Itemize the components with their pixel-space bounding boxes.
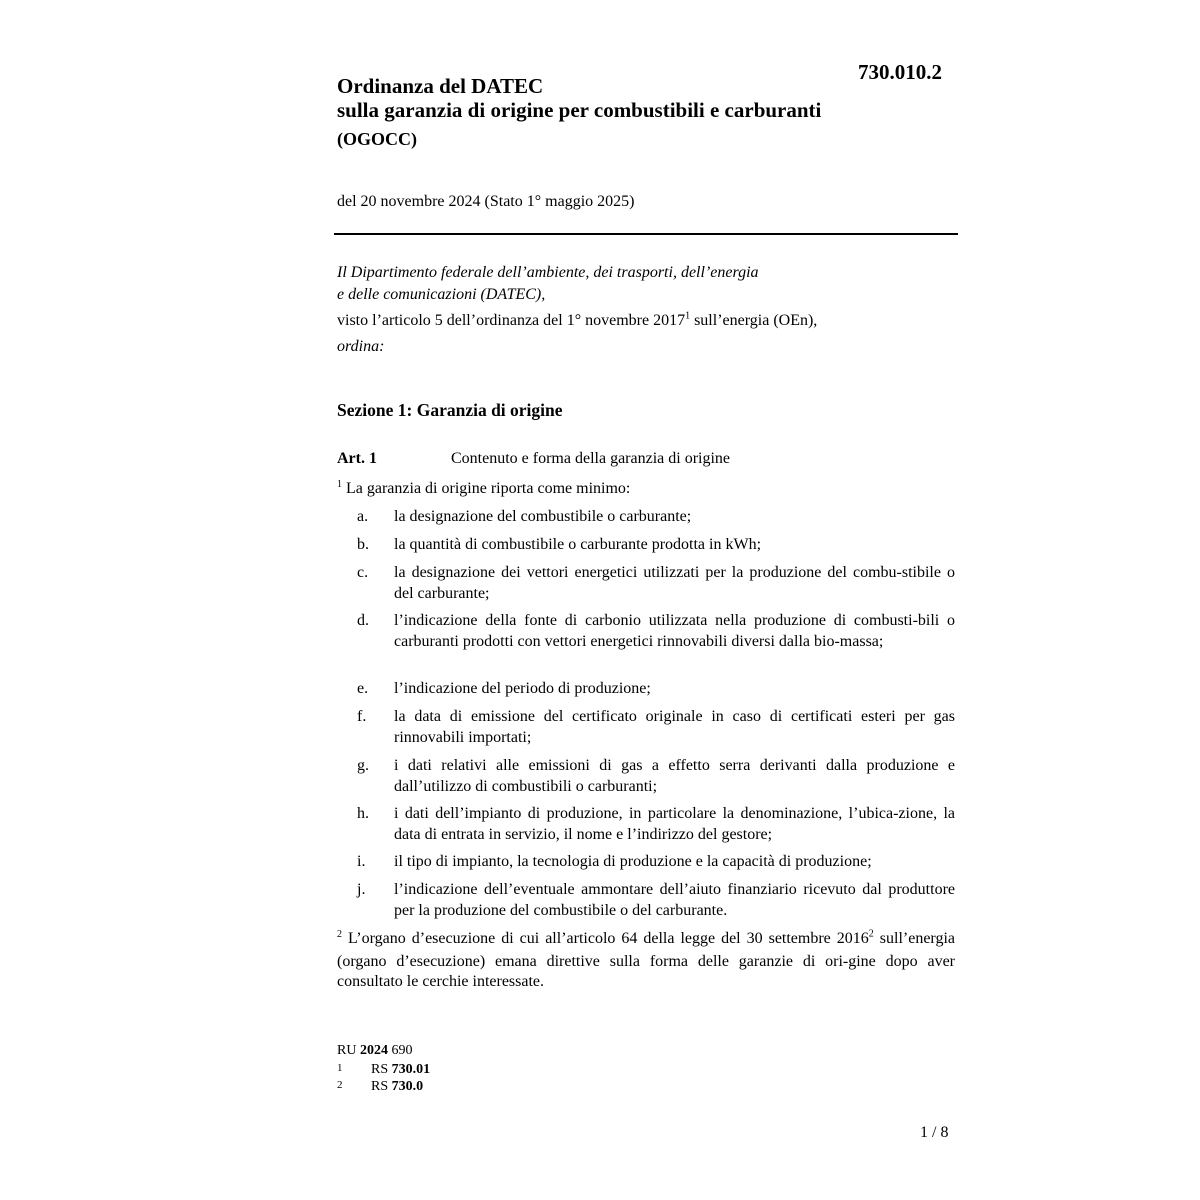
- paragraph-text: La garanzia di origine riporta come minimo:: [342, 480, 631, 497]
- footnote-link[interactable]: 730.01: [391, 1062, 431, 1077]
- page-number: 1 / 8: [920, 1124, 949, 1141]
- footnote-number: 2: [337, 1079, 343, 1091]
- article-number: Art. 1: [337, 450, 377, 467]
- paragraph-number: 2: [337, 929, 342, 940]
- list-letter: i.: [357, 853, 366, 870]
- paragraph-text: L’organo d’esecuzione di cui all’articolo 64 della legge del 30 settembre 2016: [342, 930, 869, 947]
- ru-reference: [337, 1043, 412, 1059]
- header-divider: [334, 233, 958, 235]
- paragraph-text-end: sull’energia (organo d’esecuzione) emana direttive sulla forma delle garanzie di ori-gine dopo aver consultato le cerchie interessate.: [337, 930, 956, 990]
- footnote-link[interactable]: 730.0: [391, 1079, 424, 1094]
- footnote-ref-1[interactable]: 1: [685, 310, 691, 322]
- list-text: la designazione dei vettori energetici utilizzati per la produzione del combu-stibile o del carburante;: [394, 564, 955, 602]
- list-text: i dati relativi alle emissioni di gas a effetto serra derivanti dalla produzione e dall’utilizzo di combustibili o carburanti;: [394, 757, 955, 795]
- list-letter: j.: [357, 881, 366, 898]
- list-text: la designazione del combustibile o carburante;: [394, 508, 692, 525]
- ru-year: 2024: [359, 1043, 388, 1058]
- preamble-authority-line-1: Il Dipartimento federale dell’ambiente, dei trasporti, dell’energia: [337, 264, 759, 281]
- list-text: il tipo di impianto, la tecnologia di produzione e la capacità di produzione;: [394, 853, 872, 870]
- paragraph-number: 1: [337, 479, 342, 490]
- date-line: del 20 novembre 2024 (Stato 1° maggio 2025): [337, 193, 635, 210]
- list-text: l’indicazione del periodo di produzione;: [394, 680, 651, 697]
- list-letter: f.: [357, 708, 367, 725]
- list-letter: a.: [357, 508, 369, 525]
- footnote-2: [337, 1079, 423, 1095]
- ru-page: 690: [387, 1043, 413, 1058]
- title-line-1: Ordinanza del DATEC: [337, 74, 544, 98]
- list-letter: h.: [357, 805, 369, 822]
- preamble-visto-text-end: sull’energia (OEn),: [690, 312, 818, 329]
- article-title: Contenuto e forma della garanzia di origine: [451, 450, 731, 467]
- title-line-2: sulla garanzia di origine per combustibili e carburanti: [337, 98, 822, 122]
- list-letter: b.: [357, 536, 369, 553]
- preamble-visto: [337, 312, 817, 330]
- list-text: la quantità di combustibile o carburante prodotta in kWh;: [394, 536, 762, 553]
- list-text: l’indicazione dell’eventuale ammontare dell’aiuto finanziario ricevuto dal produttore per la produzione del combustibile o del carburante.: [394, 881, 955, 919]
- preamble-ordina: ordina:: [337, 338, 385, 355]
- list-text: i dati dell’impianto di produzione, in particolare la denominazione, l’ubica-zione, la data di entrata in servizio, il nome e l’indirizzo del gestore;: [394, 805, 955, 843]
- list-letter: g.: [357, 757, 369, 774]
- footnote-1: [337, 1062, 430, 1078]
- title-abbreviation: (OGOCC): [337, 129, 417, 149]
- footnote-prefix: RS: [371, 1062, 392, 1077]
- list-letter: c.: [357, 564, 369, 581]
- sr-number: 730.010.2: [858, 60, 942, 84]
- list-letter: e.: [357, 680, 369, 697]
- paragraph-2: [337, 929, 955, 993]
- paragraph-1: [337, 479, 955, 502]
- list-letter: d.: [357, 612, 369, 629]
- footnote-ref-2[interactable]: 2: [868, 928, 874, 940]
- section-title: Sezione 1: Garanzia di origine: [337, 400, 563, 420]
- preamble-authority-line-2: e delle comunicazioni (DATEC),: [337, 286, 546, 303]
- list-text: la data di emissione del certificato originale in caso di certificati esteri per gas rinnovabili importati;: [394, 708, 955, 746]
- footnote-prefix: RS: [371, 1079, 392, 1094]
- preamble-visto-text: visto l’articolo 5 dell’ordinanza del 1° novembre 2017: [337, 312, 686, 329]
- list-text: l’indicazione della fonte di carbonio utilizzata nella produzione di combusti-bili o carburanti prodotti con vettori energetici rinnovabili diversi dalla bio-massa;: [394, 612, 955, 650]
- ru-prefix: RU: [337, 1043, 360, 1058]
- footnote-number: 1: [337, 1062, 343, 1074]
